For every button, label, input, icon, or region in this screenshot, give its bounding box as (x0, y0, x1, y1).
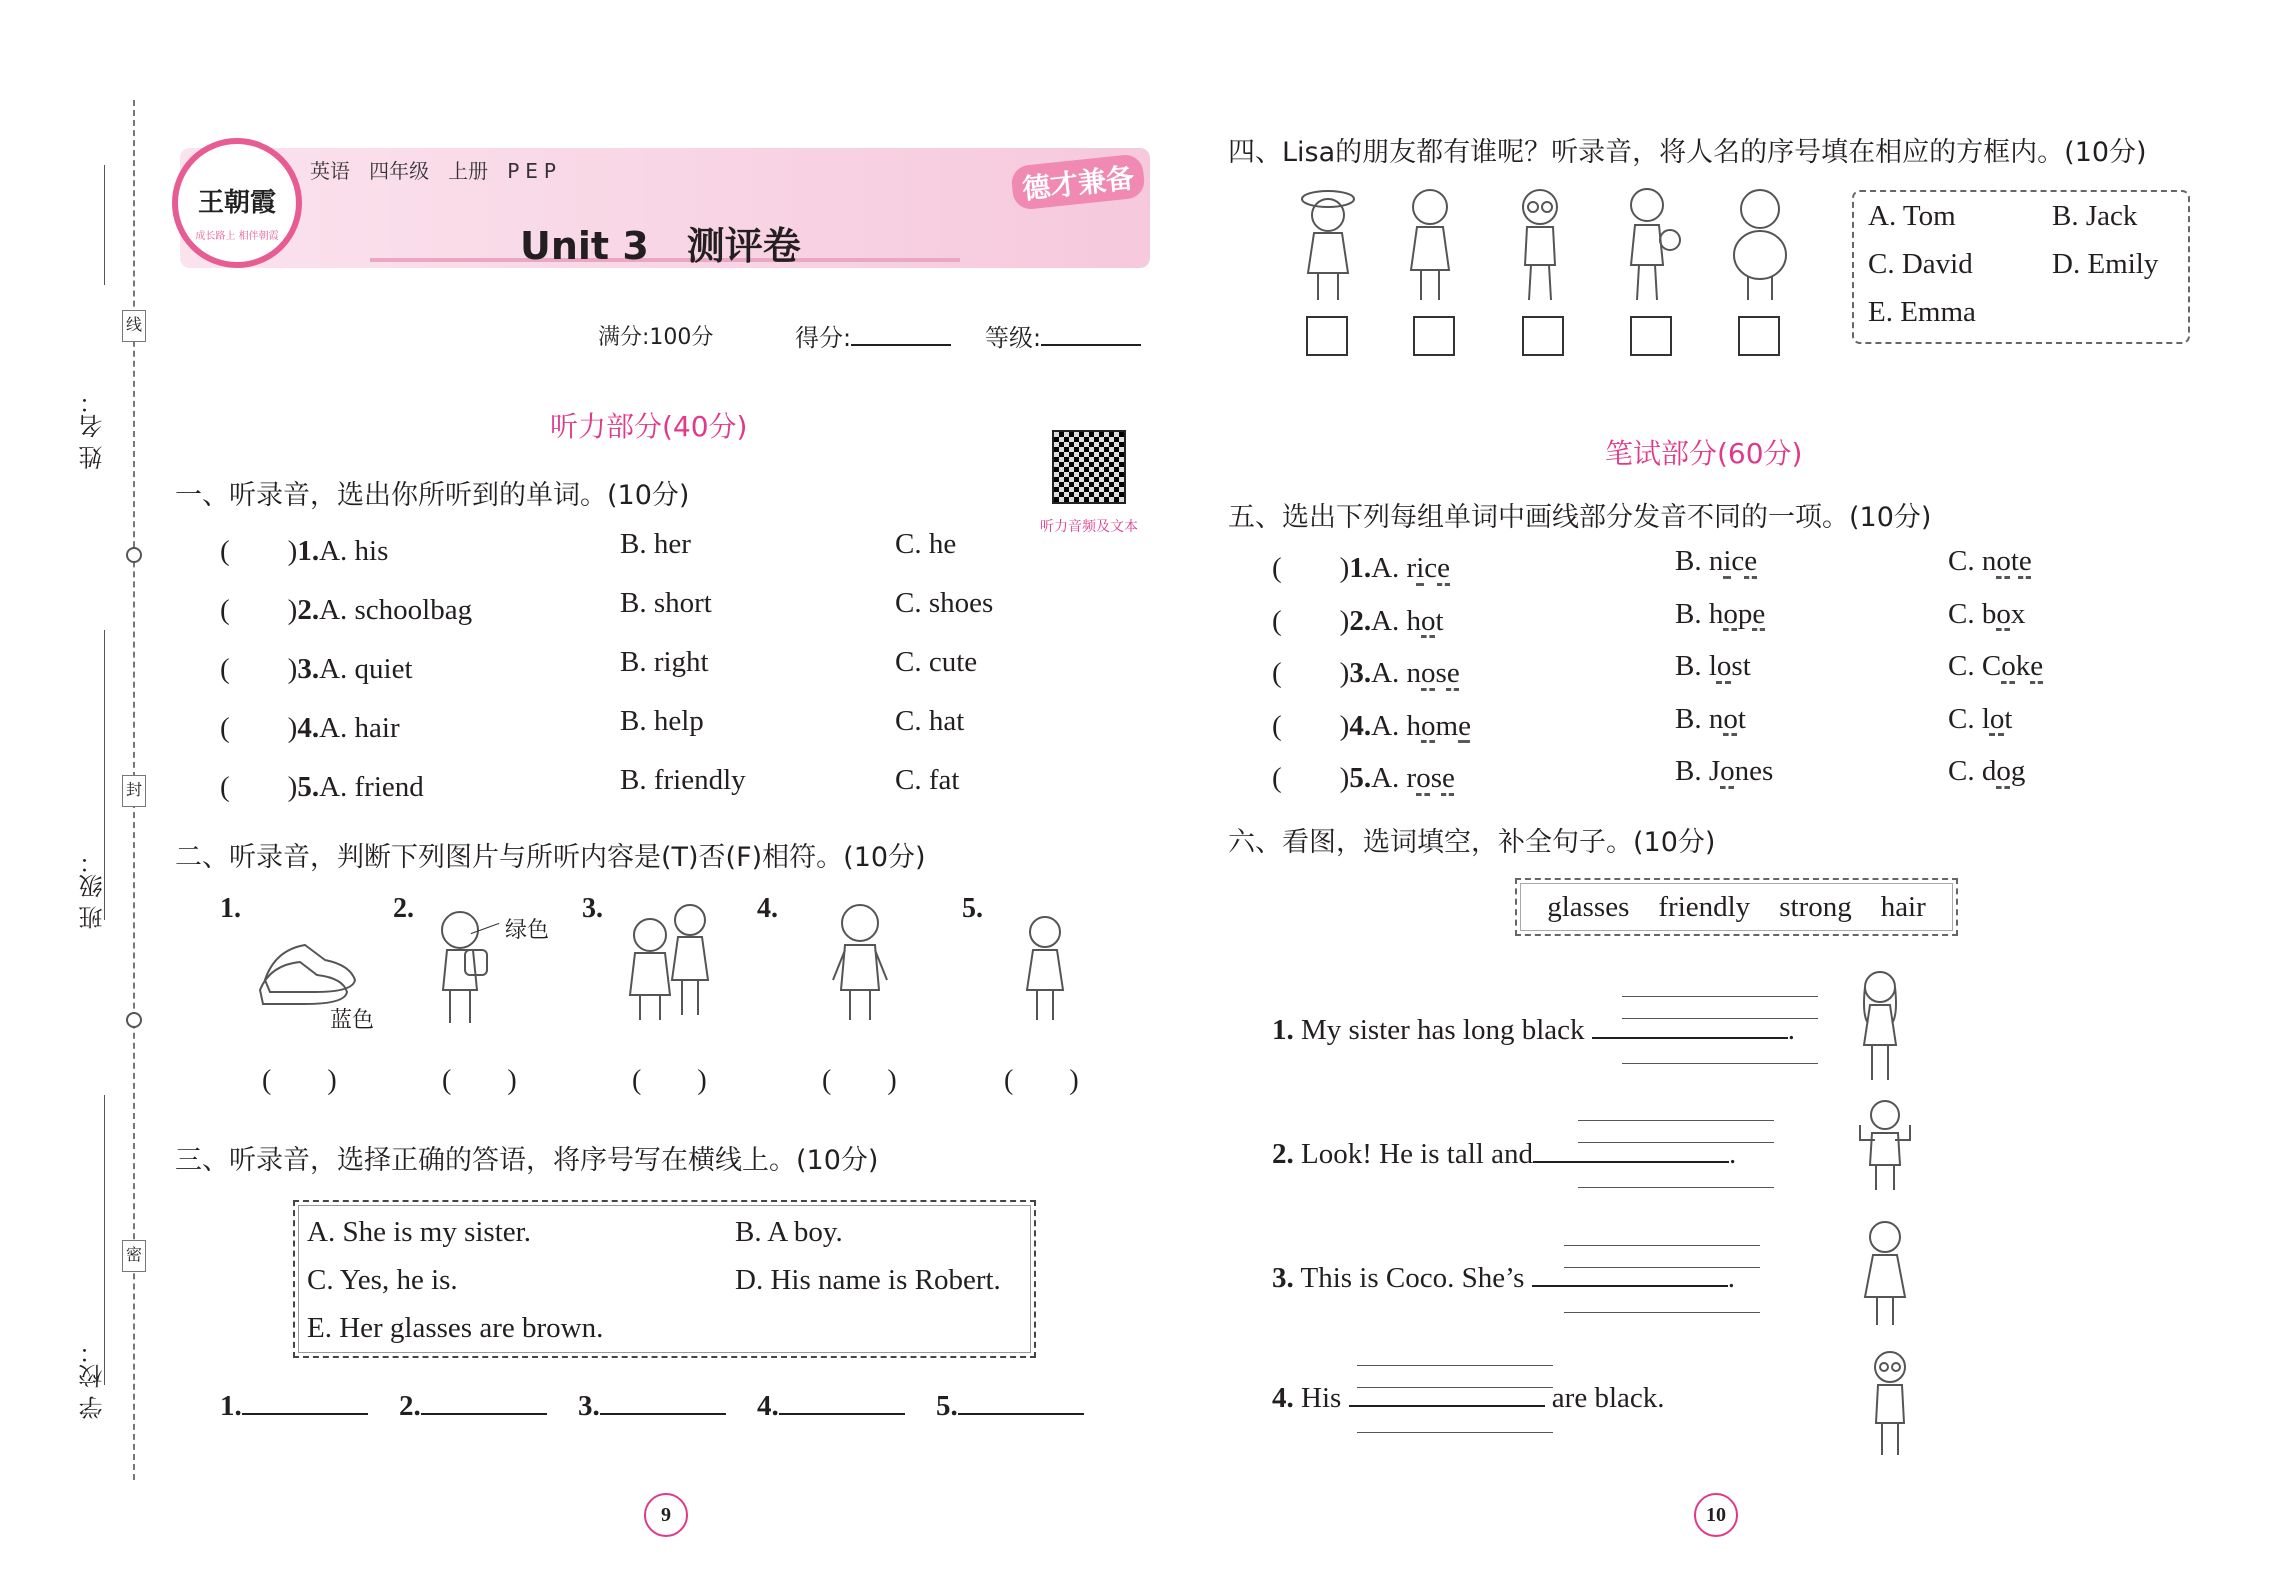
list-item: ( )1.A. rice B. nice C. note (1272, 545, 2032, 584)
binding-hole-icon (126, 547, 142, 563)
girl-picture (1395, 185, 1465, 305)
option-b: B. lost (1675, 650, 1751, 682)
line-marker: 线 (122, 310, 146, 342)
q6-title: 六、看图，选词填空，补全句子。(10分) (1228, 827, 1716, 858)
answer-paren[interactable]: ( ) (442, 1065, 517, 1096)
qr-caption: 听力音频及文本 (1040, 519, 1138, 535)
q3-option-a: A. She is my sister. (307, 1216, 531, 1248)
option-a: A. friend (319, 771, 424, 803)
volume: 上册 (448, 159, 489, 183)
boy-glasses-picture (1505, 185, 1575, 305)
grade: 四年级 (369, 159, 430, 183)
answer-paren[interactable]: ( ) (220, 594, 298, 626)
q3-option-b: B. A boy. (735, 1216, 843, 1248)
answer-blank[interactable] (1349, 1405, 1545, 1407)
name-option: B. Jack (2052, 200, 2138, 232)
q2-num: 5. (962, 893, 983, 924)
subject: 英语 (310, 159, 350, 183)
edition: PEP (507, 159, 562, 183)
option-b: B. right (620, 646, 709, 678)
label-blue: 蓝色 (330, 1008, 375, 1033)
option-b: B. help (620, 705, 704, 737)
boy-glasses-picture (1860, 1345, 1920, 1460)
answer-blank[interactable] (1533, 1161, 1729, 1163)
q3-option-e: E. Her glasses are brown. (307, 1312, 604, 1344)
q2-num: 1. (220, 893, 241, 924)
answer-blank[interactable] (1532, 1285, 1728, 1287)
page-number-left: 9 (644, 1493, 688, 1537)
option-b: B. Jones (1675, 755, 1774, 787)
word-bank (1515, 878, 1958, 936)
name-option: C. David (1868, 248, 1973, 280)
q3-title: 三、听录音，选择正确的答语，将序号写在横线上。(10分) (175, 1145, 879, 1176)
answer-box[interactable] (1630, 316, 1672, 356)
word: strong (1779, 891, 1852, 923)
answer-paren[interactable]: ( ) (220, 535, 298, 567)
option-c: C. Coke (1948, 650, 2044, 682)
answer-paren[interactable]: ( ) (1272, 657, 1350, 689)
list-item: ( )2.A. schoolbag B. short C. shoes (220, 587, 994, 626)
header-meta (310, 155, 562, 184)
page-number-right: 10 (1694, 1493, 1738, 1537)
page-title: Unit 3 测评卷 (520, 224, 801, 268)
secret-marker: 密 (122, 1240, 146, 1272)
option-c: C. fat (895, 764, 960, 796)
answer-paren[interactable]: ( ) (262, 1065, 337, 1096)
answer-paren[interactable]: ( ) (220, 653, 298, 685)
option-c: C. note (1948, 545, 2032, 577)
answer-box[interactable] (1306, 316, 1348, 356)
name-options-box (1852, 190, 2190, 344)
option-c: C. box (1948, 597, 2026, 630)
list-item: ( )4.A. home B. not C. lot (1272, 702, 2013, 742)
option-c: C. he (895, 528, 957, 560)
option-b: B. friendly (620, 764, 746, 796)
sentence-3: 3. This is Coco. She’s . (1272, 1262, 1735, 1294)
q3-options-box (293, 1200, 1036, 1358)
answer-paren[interactable]: ( ) (1272, 709, 1350, 742)
writing-heading: 笔试部分(60分) (1605, 437, 1803, 470)
answer-blank[interactable] (958, 1413, 1084, 1415)
answer-blank[interactable] (600, 1413, 726, 1415)
option-b: B. hope (1675, 597, 1766, 630)
q2-num: 2. (393, 893, 414, 924)
option-a: A. schoolbag (319, 594, 473, 626)
answer-paren[interactable]: ( ) (1272, 552, 1350, 584)
word: hair (1880, 891, 1926, 923)
girl-hat-picture (1288, 185, 1368, 305)
boy-ball-picture (1615, 185, 1685, 305)
q2-num: 3. (582, 893, 603, 924)
full-score: 满分:100分 (598, 325, 714, 350)
sentence-2: 2. Look! He is tall and . (1272, 1138, 1737, 1170)
boy-strong-picture (1850, 1095, 1920, 1195)
answer-paren[interactable]: ( ) (1004, 1065, 1079, 1096)
list-item: ( )5.A. rose B. Jones C. dog (1272, 755, 2026, 794)
listening-heading: 听力部分(40分) (550, 410, 748, 443)
answer-blank[interactable] (779, 1413, 905, 1415)
sentence-4: 4. His are black. (1272, 1382, 1665, 1414)
option-b: B. short (620, 587, 712, 619)
answer-paren[interactable]: ( ) (1272, 762, 1350, 794)
answer-paren[interactable]: ( ) (822, 1065, 897, 1096)
answer-blank[interactable] (1592, 1037, 1788, 1039)
answer-box[interactable] (1413, 316, 1455, 356)
option-c: C. lot (1948, 702, 2013, 735)
sentence-1: 1. My sister has long black . (1272, 1014, 1796, 1046)
option-c: C. dog (1948, 755, 2026, 787)
shoes-picture (255, 920, 365, 1010)
name-option: E. Emma (1868, 296, 1976, 328)
girl-long-hair-picture (1850, 965, 1910, 1085)
level-text: 等级: (985, 324, 1042, 352)
option-b: B. nice (1675, 545, 1758, 577)
option-c: C. shoes (895, 587, 994, 619)
name-option: A. Tom (1868, 200, 1956, 232)
girl-coco-picture (1855, 1215, 1915, 1330)
answer-box[interactable] (1522, 316, 1564, 356)
score-blank[interactable] (851, 344, 951, 346)
answer-blank[interactable] (421, 1413, 547, 1415)
qr-code[interactable] (1052, 430, 1126, 504)
brand-logo (172, 138, 302, 268)
q4-title: 四、Lisa的朋友都有谁呢？听录音，将人名的序号填在相应的方框内。(10分) (1228, 137, 2147, 168)
level-label (985, 318, 1141, 353)
q3-option-d: D. His name is Robert. (735, 1264, 1001, 1296)
option-a: A. quiet (319, 653, 413, 685)
boy-chubby-picture (1720, 185, 1800, 305)
option-b: B. her (620, 528, 691, 560)
binding-hole-icon (126, 1012, 142, 1028)
q5-list (1272, 545, 2142, 808)
option-c: C. cute (895, 646, 978, 678)
brand-small: 成长路上 相伴朝霞 (195, 231, 279, 242)
word: glasses (1547, 891, 1630, 923)
q2-num: 4. (757, 893, 778, 924)
option-a: A. his (319, 535, 389, 567)
two-kids-picture (620, 895, 720, 1025)
answer-paren[interactable]: ( ) (220, 771, 298, 803)
option-a: A. hair (319, 712, 400, 744)
score-label (795, 318, 951, 353)
option-c: C. hat (895, 705, 965, 737)
q1-title: 一、听录音，选出你所听到的单词。(10分) (175, 480, 690, 511)
seal-marker: 封 (122, 775, 146, 807)
q2-title: 二、听录音，判断下列图片与所听内容是(T)否(F)相符。(10分) (175, 842, 926, 873)
answer-paren[interactable]: ( ) (1272, 604, 1350, 637)
q3-option-c: C. Yes, he is. (307, 1264, 458, 1296)
word: friendly (1658, 891, 1751, 923)
girl-picture (1015, 910, 1075, 1025)
q5-title: 五、选出下列每组单词中画线部分发音不同的一项。(10分) (1228, 502, 1932, 533)
boy-picture (825, 895, 895, 1025)
got-label: 得分: (795, 324, 852, 352)
school-label: 学 校： (79, 1340, 107, 1420)
brand-name: 王朝霞 (197, 188, 276, 218)
q3-answers: 1. 2. 3. 4. 5. (220, 1390, 1084, 1423)
option-b: B. not (1675, 702, 1746, 735)
q1-list (220, 528, 1040, 823)
list-item: ( )3.A. quiet B. right C. cute (220, 646, 978, 685)
answer-paren[interactable]: ( ) (632, 1065, 707, 1096)
list-item: ( )5.A. friend B. friendly C. fat (220, 764, 960, 803)
answer-box[interactable] (1738, 316, 1780, 356)
list-item: ( )2.A. hot B. hope C. box (1272, 597, 2026, 637)
name-label: 姓 名： (79, 390, 107, 470)
slogan-badge: 德才兼备 (1010, 153, 1146, 211)
margin-tick (104, 165, 105, 285)
answer-blank[interactable] (242, 1413, 368, 1415)
label-green: 绿色 (505, 918, 550, 943)
class-label: 班 级： (79, 850, 107, 930)
list-item: ( )3.A. nose B. lost C. Coke (1272, 650, 2044, 689)
list-item: ( )4.A. hair B. help C. hat (220, 705, 965, 744)
answer-paren[interactable]: ( ) (220, 712, 298, 744)
list-item: ( )1.A. his B. her C. he (220, 528, 957, 567)
level-blank[interactable] (1041, 344, 1141, 346)
name-option: D. Emily (2052, 248, 2159, 280)
